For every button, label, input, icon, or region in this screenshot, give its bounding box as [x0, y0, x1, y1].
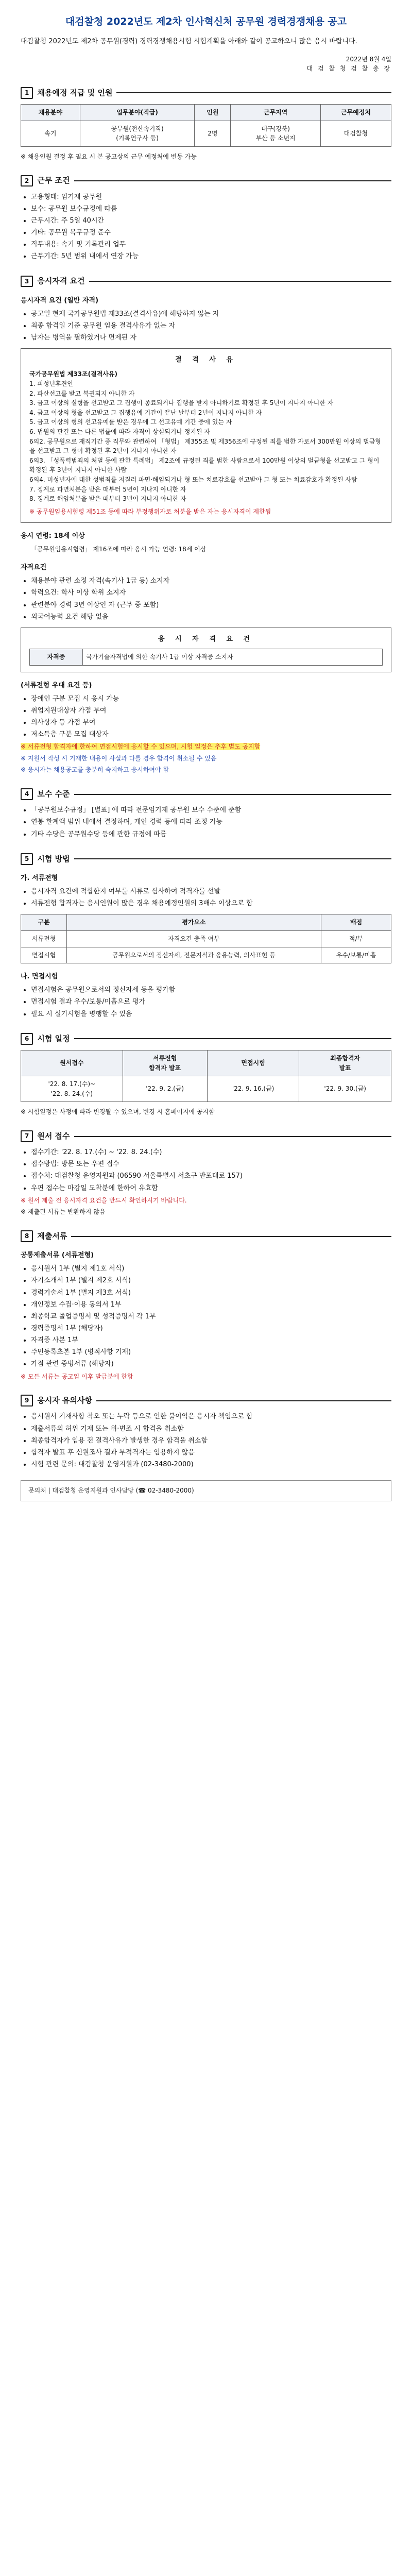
th-count: 인원: [195, 105, 231, 121]
section-6-heading: [21, 1033, 391, 1045]
th: 평가요소: [67, 914, 321, 931]
section-number: 6: [21, 1033, 33, 1045]
section-number: 2: [21, 175, 33, 187]
cell-count: 2명: [195, 121, 231, 146]
document-screening-title: 가. 서류전형: [21, 874, 58, 882]
schedule-table: [21, 1050, 391, 1102]
section-number: 8: [21, 1230, 33, 1242]
list-item: • 우편 접수는 마감일 도착분에 한하여 유효함: [31, 1183, 391, 1194]
sec3-intro: 응시자격 요건 (일반 자격): [21, 296, 99, 304]
list-item: • 접수처: 대검찰청 운영지원과 (06590 서울특별시 서초구 반포대로 157): [31, 1171, 391, 1181]
preference-blue-note: ※ 응시자는 채용공고를 충분히 숙지하고 응시하여야 함: [21, 766, 169, 774]
list-item: • 합격자 발표 후 신원조사 결과 부적격자는 임용하지 않음: [31, 1448, 391, 1458]
cell: 자격요건 충족 여부: [67, 930, 321, 947]
preference-list: [21, 694, 391, 740]
cell-office: 대검찰청: [320, 121, 391, 146]
section-number: 1: [21, 87, 33, 99]
list-item: • 보수: 공무원 보수규정에 따름: [31, 204, 391, 214]
section-7-heading: [21, 1130, 391, 1142]
table-row: [21, 1076, 391, 1102]
section-5-heading: [21, 853, 391, 865]
list-item: • 면접시험 결과 우수/보통/미흡으로 평가: [31, 997, 391, 1007]
list-item: • 최종학교 졸업증명서 및 성적증명서 각 1부: [31, 1312, 391, 1322]
evaluation-table: [21, 914, 391, 963]
box-item: 4. 금고 이상의 형을 선고받고 그 집행유예 기간이 끝난 날부터 2년이 지나지 아니한 자: [29, 409, 262, 416]
qualification-table: [29, 649, 383, 666]
list-item: • 가점 관련 증빙서류 (해당자): [31, 1359, 391, 1369]
preference-title: (서류전형 우대 요건 등): [21, 681, 92, 689]
sec1-note: ※ 채용인원 결정 후 필요 시 본 공고상의 근무 예정처에 변동 가능: [21, 152, 197, 160]
section-2-heading: [21, 175, 391, 187]
list-item: • 저소득층 구분 모집 대상자: [31, 730, 391, 740]
box-intro: 국가공무원법 제33조(결격사유): [29, 370, 117, 378]
preference-red-note: [21, 742, 391, 752]
section-1-heading: [21, 87, 391, 99]
list-item: • 직무내용: 속기 및 기록관리 업무: [31, 240, 391, 250]
cell-label: 자격증: [30, 649, 83, 665]
section-number: 5: [21, 853, 33, 865]
cell: '22. 9. 2.(금): [123, 1076, 207, 1102]
section-title: 채용예정 직급 및 인원: [37, 88, 113, 97]
list-item: • 접수방법: 방문 또는 우편 접수: [31, 1159, 391, 1170]
box-item: 6의4. 미성년자에 대한 성범죄를 저질러 파면·해임되거나 형 또는 치료감호를 선고받아 그 형 또는 치료감호가 확정된 사람: [29, 476, 357, 483]
agency-name: 대 검 찰 청 검 찰 총 장: [306, 65, 391, 73]
document-screening-list: [21, 887, 391, 909]
page-title: 대검찰청 2022년도 제2차 인사혁신처 공무원 경력경쟁채용 공고: [65, 16, 347, 27]
section-4-heading: [21, 788, 391, 800]
th: 면접시험: [207, 1050, 299, 1076]
cell-region: 대구(경북) 부산 등 소년지: [231, 121, 320, 146]
section-title: 응시자 유의사항: [37, 1396, 93, 1405]
th-field: 채용분야: [21, 105, 80, 121]
section-3-heading: [21, 275, 391, 287]
list-item: • 관련분야 경력 3년 이상인 자 (근무 중 포함): [31, 600, 391, 611]
section-title: 시험 일정: [37, 1033, 70, 1043]
table-row: [30, 649, 383, 665]
preference-blue-note: ※ 지원서 작성 시 기재한 내용이 사실과 다를 경우 합격이 취소될 수 있음: [21, 754, 217, 762]
cell-value: 국가기술자격법에 의한 속기사 1급 이상 자격증 소지자: [83, 649, 383, 665]
list-item: • 고용형태: 임기제 공무원: [31, 192, 391, 202]
list-item: • 면접시험은 공무원으로서의 정신자세 등을 평가함: [31, 985, 391, 995]
salary-list: [21, 805, 391, 839]
box-item: 6. 법원의 판결 또는 다른 법률에 따라 자격이 상실되거나 정지된 자: [29, 428, 210, 435]
list-item: • 남자는 병역을 필하였거나 면제된 자: [31, 333, 391, 343]
list-item: • 「공무원보수규정」 [별표] 에 따라 전문임기제 공무원 보수 수준에 준함: [31, 805, 391, 816]
th-office: 근무예정처: [320, 105, 391, 121]
list-item: • 채용분야 관련 소정 자격(속기사 1급 등) 소지자: [31, 576, 391, 586]
list-item: • 장애인 구분 모집 시 응시 가능: [31, 694, 391, 704]
th: 최종합격자 발표: [299, 1050, 391, 1076]
list-item: • 취업지원대상자 가점 부여: [31, 706, 391, 716]
box-item: 1. 피성년후견인: [29, 380, 73, 388]
box-item: 7. 징계로 파면처분을 받은 때부터 5년이 지나지 아니한 자: [29, 485, 186, 493]
cell-task: 공무원(전산속기직) (기록연구사 등): [80, 121, 195, 146]
list-item: • 제출서류의 허위 기재 또는 위·변조 시 합격을 취소함: [31, 1424, 391, 1434]
highlight: ※ 서류전형 합격자에 한하여 면접시험에 응시할 수 있으며, 시험 일정은 추후 별도 공지함: [21, 743, 261, 751]
section-divider: [89, 281, 391, 282]
section-title: 시험 방법: [37, 854, 70, 863]
list-item: • 개인정보 수집·이용 동의서 1부: [31, 1300, 391, 1310]
section-divider: [74, 180, 391, 181]
section-9-heading: [21, 1395, 391, 1406]
cell: '22. 9. 16.(금): [207, 1076, 299, 1102]
cell: '22. 8. 17.(수)~ '22. 8. 24.(수): [21, 1076, 123, 1102]
list-item: • 주민등록초본 1부 (병적사항 기재): [31, 1347, 391, 1358]
list-item: • 경력증명서 1부 (해당자): [31, 1324, 391, 1334]
th: 원서접수: [21, 1050, 123, 1076]
th-task: 업무분야(직급): [80, 105, 195, 121]
section-divider: [74, 794, 391, 795]
box-item: 5. 금고 이상의 형의 선고유예를 받은 경우에 그 선고유예 기간 중에 있는 자: [29, 418, 232, 426]
list-item: • 기타: 공무원 복무규정 준수: [31, 228, 391, 238]
cell: '22. 9. 30.(금): [299, 1076, 391, 1102]
list-item: • 최종합격자가 임용 전 결격사유가 발생한 경우 합격을 취소함: [31, 1436, 391, 1446]
list-item: • 근무기간: 5년 범위 내에서 연장 가능: [31, 251, 391, 262]
section-title: 응시자격 요건: [37, 276, 85, 286]
list-item: • 서류전형 합격자는 응시인원이 많은 경우 채용예정인원의 3배수 이상으로 함: [31, 899, 391, 909]
cell: 면접시험: [21, 947, 67, 963]
list-item: • 근무시간: 주 5일 40시간: [31, 216, 391, 226]
box-title: 응 시 자 격 요 건: [158, 635, 254, 643]
list-item: • 필요 시 실기시험을 병행할 수 있음: [31, 1009, 391, 1020]
table-row: [21, 121, 391, 146]
documents-intro: 공통제출서류 (서류전형): [21, 1251, 94, 1260]
section-title: 보수 수준: [37, 789, 70, 799]
disqualification-box: [21, 348, 391, 523]
box-item: 3. 금고 이상의 실형을 선고받고 그 집행이 종료되거나 집행을 받지 아니하기로 확정된 후 5년이 지나지 아니한 자: [29, 399, 334, 407]
section-divider: [74, 858, 391, 859]
list-item: • 학력요건: 학사 이상 학위 소지자: [31, 588, 391, 598]
list-item: • 의사상자 등 가점 부여: [31, 718, 391, 728]
list-item: • 자격증 사본 1부: [31, 1335, 391, 1346]
qualification-list: [21, 576, 391, 622]
list-item: • 접수기간: '22. 8. 17.(수) ~ '22. 8. 24.(수): [31, 1147, 391, 1158]
section-divider: [74, 1038, 391, 1039]
cell-field: 속기: [21, 121, 80, 146]
section-number: 3: [21, 276, 33, 287]
cell: 우수/보통/미흡: [321, 947, 391, 963]
documents-note: ※ 모든 서류는 공고일 이후 발급분에 한함: [21, 1372, 133, 1380]
application-red-note: ※ 원서 제출 전 응시자격 요건을 반드시 확인하시기 바랍니다.: [21, 1196, 187, 1204]
cell: 적/부: [321, 930, 391, 947]
application-extra-note: ※ 제출된 서류는 반환하지 않음: [21, 1208, 106, 1216]
eligibility-list: [21, 309, 391, 343]
table-row: [21, 947, 391, 963]
qualification-box: [21, 628, 391, 672]
intro-text: 대검찰청 2022년도 제2차 공무원(경력) 경력경쟁채용시험 시험계획을 아래와 같이 공고하오니 많은 응시 바랍니다.: [21, 38, 357, 46]
cell: 공무원으로서의 정신자세, 전문지식과 응용능력, 의사표현 등: [67, 947, 321, 963]
list-item: • 응시원서 1부 (별지 제1호 서식): [31, 1264, 391, 1274]
th-region: 근무지역: [231, 105, 320, 121]
documents-list: [21, 1264, 391, 1369]
section-number: 7: [21, 1130, 33, 1142]
notice-list: [21, 1412, 391, 1470]
section-divider: [74, 1136, 391, 1137]
interview-list: [21, 985, 391, 1019]
schedule-note: ※ 시험일정은 사정에 따라 변경될 수 있으며, 변경 시 홈페이지에 공지함: [21, 1108, 215, 1116]
list-item: • 공고일 현재 국가공무원법 제33조(결격사유)에 해당하지 않는 자: [31, 309, 391, 319]
section-8-heading: [21, 1230, 391, 1242]
list-item: • 최종 합격일 기준 공무원 임용 결격사유가 없는 자: [31, 321, 391, 331]
th: 구분: [21, 914, 67, 931]
box-footer: ※ 공무원임용시험령 제51조 등에 따라 부정행위자로 처분을 받은 자는 응시자격이 제한됨: [29, 507, 271, 515]
table-header-row: [21, 105, 391, 121]
section-divider: [96, 1400, 391, 1401]
conditions-list: [21, 192, 391, 262]
section-divider: [116, 92, 391, 93]
list-item: • 연봉 한계액 범위 내에서 결정하며, 개인 경력 등에 따라 조정 가능: [31, 817, 391, 827]
section-number: 9: [21, 1395, 33, 1406]
list-item: • 응시자격 요건에 적합한지 여부를 서류로 심사하여 적격자를 선발: [31, 887, 391, 897]
list-item: • 경력기술서 1부 (별지 제3호 서식): [31, 1288, 391, 1298]
table-header-row: [21, 1050, 391, 1076]
cell: 서류전형: [21, 930, 67, 947]
list-item: • 외국어능력 요건 해당 없음: [31, 612, 391, 622]
table-header-row: [21, 914, 391, 931]
contact-box: 문의처 | 대검찰청 운영지원과 인사담당 (☎ 02-3480-2000): [21, 1480, 391, 1501]
interview-title: 나. 면접시험: [21, 973, 58, 981]
list-item: • 시험 관련 문의: 대검찰청 운영지원과 (02-3480-2000): [31, 1460, 391, 1470]
section-title: 근무 조건: [37, 176, 70, 185]
application-list: [21, 1147, 391, 1194]
section-number: 4: [21, 788, 33, 800]
box-title: 결 격 사 유: [175, 356, 237, 364]
list-item: • 기타 수당은 공무원수당 등에 관한 규정에 따름: [31, 829, 391, 840]
box-item: 8. 징계로 해임처분을 받은 때부터 3년이 지나지 아니한 자: [29, 495, 186, 503]
positions-table: [21, 104, 391, 147]
th: 서류전형 합격자 발표: [123, 1050, 207, 1076]
notice-date: 2022년 8월 4일: [346, 55, 391, 63]
age-title: 응시 연령: 18세 이상: [21, 532, 85, 540]
box-item: 6의3. 「성폭력범죄의 처벌 등에 관한 특례법」 제2조에 규정된 죄를 범한 사람으로서 100만원 이상의 벌금형을 선고받고 그 형이 확정된 후 3년이 지나지 아니한 사람: [29, 456, 380, 474]
qualification-title: 자격요건: [21, 564, 47, 572]
box-item: 2. 파산선고를 받고 복권되지 아니한 자: [29, 389, 135, 397]
list-item: • 자기소개서 1부 (별지 제2호 서식): [31, 1276, 391, 1286]
section-title: 원서 접수: [37, 1131, 70, 1141]
section-title: 제출서류: [37, 1231, 67, 1241]
section-divider: [71, 1236, 391, 1237]
table-row: [21, 930, 391, 947]
th: 배점: [321, 914, 391, 931]
age-note: 「공무원임용시험령」 제16조에 따라 응시 가능 연령: 18세 이상: [31, 546, 207, 553]
list-item: • 응시원서 기재사항 착오 또는 누락 등으로 인한 불이익은 응시자 책임으로 함: [31, 1412, 391, 1422]
box-item: 6의2. 공무원으로 재직기간 중 직무와 관련하여 「형법」 제355조 및 제356조에 규정된 죄를 범한 자로서 300만원 이상의 벌금형을 선고받고 그 형이 확정된 후 2년이 지나지 아니한 자: [29, 437, 381, 455]
